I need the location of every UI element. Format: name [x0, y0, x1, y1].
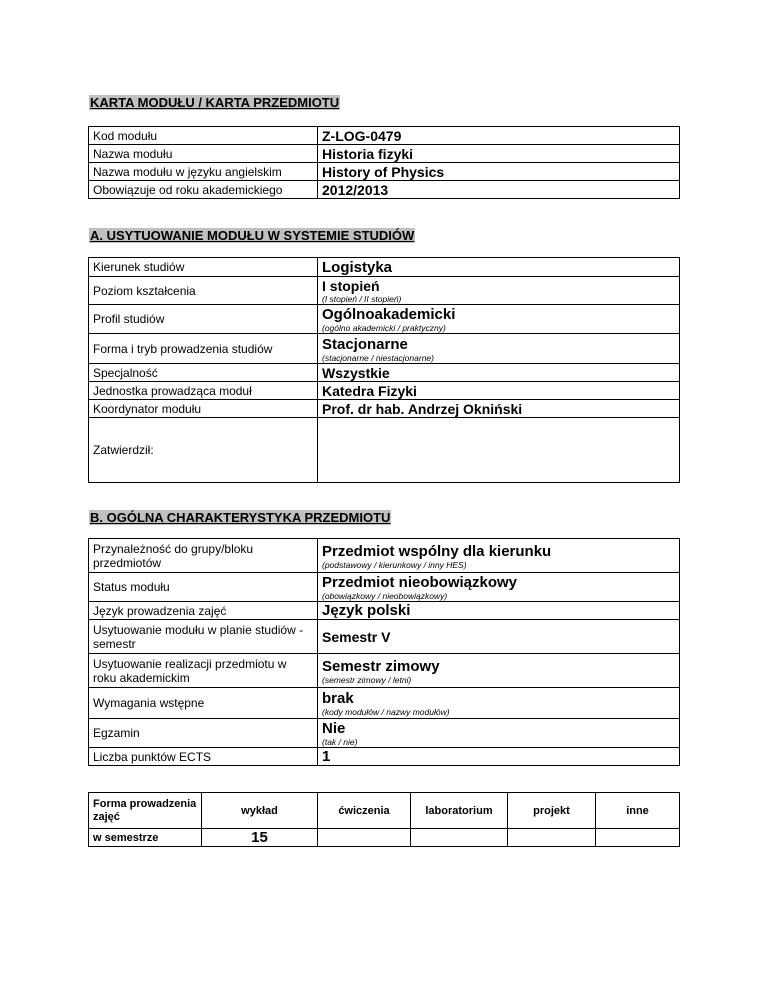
forma-hint: (stacjonarne / niestacjonarne) [322, 353, 434, 363]
module-code-value: Z-LOG-0479 [318, 127, 680, 145]
forma-label: Forma i tryb prowadzenia studiów [89, 334, 318, 364]
realizacja-value: Semestr zimowy [322, 658, 440, 675]
hours-inne-value [596, 829, 680, 847]
ects-value: 1 [318, 748, 680, 766]
realizacja-label: Usytuowanie realizacji przedmiotu w roku akademickim [89, 654, 318, 688]
wymagania-value: brak [322, 690, 354, 707]
hours-col-inne: inne [596, 793, 680, 829]
ects-label: Liczba punktów ECTS [89, 748, 318, 766]
zatwierdzil-label: Zatwierdził: [89, 418, 318, 483]
specjalnosc-label: Specjalność [89, 364, 318, 382]
specjalnosc-value: Wszystkie [318, 364, 680, 382]
jezyk-label: Język prowadzenia zajęć [89, 602, 318, 620]
hours-table [88, 792, 680, 847]
module-name-value: Historia fizyki [318, 145, 680, 163]
semestr-value: Semestr V [318, 620, 680, 654]
profil-hint: (ogólno akademicki / praktyczny) [322, 323, 446, 333]
status-label: Status modułu [89, 573, 318, 602]
kierunek-label: Kierunek studiów [89, 258, 318, 277]
section-a-title: A. USYTUOWANIE MODUŁU W SYSTEMIE STUDIÓW [90, 228, 415, 243]
koordynator-label: Koordynator modułu [89, 400, 318, 418]
forma-value: Stacjonarne [322, 336, 408, 353]
hours-header-label: Forma prowadzenia zajęć [89, 793, 202, 829]
egzamin-hint: (tak / nie) [322, 737, 358, 747]
grupa-label: Przynależność do grupy/bloku przedmiotów [89, 539, 318, 573]
egzamin-label: Egzamin [89, 719, 318, 748]
egzamin-value: Nie [322, 720, 346, 737]
semestr-label: Usytuowanie modułu w planie studiów - semestr [89, 620, 318, 654]
kierunek-value: Logistyka [318, 258, 680, 277]
module-code-label: Kod modułu [89, 127, 318, 145]
section-a-table [88, 257, 680, 483]
module-name-en-label: Nazwa modułu w języku angielskim [89, 163, 318, 181]
profil-label: Profil studiów [89, 305, 318, 334]
valid-from-value: 2012/2013 [318, 181, 680, 199]
realizacja-hint: (semestr zimowy / letni) [322, 675, 412, 685]
section-b-table [88, 538, 680, 766]
module-name-en-value: History of Physics [318, 163, 680, 181]
module-name-label: Nazwa modułu [89, 145, 318, 163]
hours-col-wyklad: wykład [202, 793, 318, 829]
profil-value: Ogólnoakademicki [322, 306, 456, 323]
poziom-value: I stopień [322, 278, 380, 294]
status-value: Przedmiot nieobowiązkowy [322, 574, 518, 591]
basic-info-table [88, 126, 680, 199]
hours-col-laboratorium: laboratorium [411, 793, 508, 829]
hours-col-projekt: projekt [508, 793, 596, 829]
section-b-title: B. OGÓLNA CHARAKTERYSTYKA PRZEDMIOTU [90, 510, 391, 525]
card-title: KARTA MODUŁU / KARTA PRZEDMIOTU [90, 95, 340, 110]
hours-row-label: w semestrze [89, 829, 202, 847]
hours-cwiczenia-value [318, 829, 411, 847]
jednostka-label: Jednostka prowadząca moduł [89, 382, 318, 400]
koordynator-value: Prof. dr hab. Andrzej Okniński [318, 400, 680, 418]
hours-projekt-value [508, 829, 596, 847]
valid-from-label: Obowiązuje od roku akademickiego [89, 181, 318, 199]
poziom-hint: (I stopień / II stopień) [322, 294, 402, 304]
grupa-value: Przedmiot wspólny dla kierunku [322, 543, 552, 560]
zatwierdzil-value [318, 418, 680, 483]
poziom-label: Poziom kształcenia [89, 277, 318, 305]
jezyk-value: Język polski [318, 602, 680, 620]
hours-laboratorium-value [411, 829, 508, 847]
wymagania-hint: (kody modułów / nazwy modułów) [322, 707, 450, 717]
hours-wyklad-value: 15 [202, 829, 318, 847]
grupa-hint: (podstawowy / kierunkowy / inny HES) [322, 560, 467, 570]
jednostka-value: Katedra Fizyki [318, 382, 680, 400]
status-hint: (obowiązkowy / nieobowiązkowy) [322, 591, 448, 601]
wymagania-label: Wymagania wstępne [89, 688, 318, 719]
hours-col-cwiczenia: ćwiczenia [318, 793, 411, 829]
